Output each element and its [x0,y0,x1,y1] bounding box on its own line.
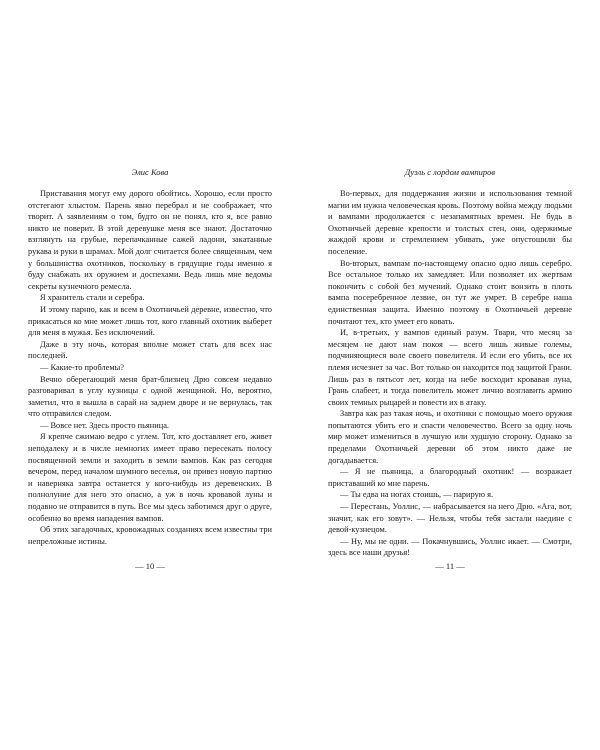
paragraph: И, в-третьих, у вампов единый разум. Твари, что месяц за месяцем не дают нам покоя — всего лишь живые големы, подчиняющиеся воле своего повелителя. И если его убить, все их племя исчезнет за час. Вот только он находится под защитой Грани. Лишь раз в пятьсот лет, когда на небе восходит кровавая луна, Грань слабеет, и тогда повелитель может лично возглавить армию своих темных рыцарей и повести их в атаку. [328,328,572,407]
paragraph: — Ты едва на ногах стоишь, — парирую я. [340,490,494,500]
paragraph: Об этих загадочных, кровожадных созданиях всем известны три непреложные истины. [28,525,272,546]
page-number: — 11 — [435,561,465,571]
paragraph: — Вовсе нет. Здесь просто пьяница. [40,420,170,430]
paragraph: И этому парню, как и всем в Охотничьей деревне, известно, что прикасаться ко мне может лишь тот, кого главный охотник выберет для меня в мужья. Без исключений. [28,304,272,338]
paragraph: Во-первых, для поддержания жизни и использования темной магии им нужна человеческая кровь. Поэтому война между людьми и вампами продолжается с незапамятных времен. Не будь в Охотничьей деревне крепости и толстых стен, они, одержимые жаждой крови и стремлением убивать, уже опустошили бы поселение. [328,189,572,256]
body-text [328,188,572,559]
right-page [300,0,600,750]
paragraph: Я хранитель стали и серебра. [40,293,145,303]
paragraph: — Перестань, Уоллис, — набрасывается на него Дрю. «Ага, вот, значит, как его зовут». — Нельзя, чтобы тебя застали наедине с девой-кузнецом. [328,502,572,535]
paragraph: Даже в эту ночь, которая вполне может стать для всех нас последней. [28,339,272,361]
paragraph: Я крепче сжимаю ведро с углем. Тот, кто доставляет его, живет неподалеку и в числе немногих имеет право пересекать полосу посвященной земли и заходить в земли вампов. Как раз сегодня вечером, перед началом шумного веселья, он привез новую партию и наверняка завтра останется у кого-нибудь из деревенских. В полнолуние для него это опасно, а уж в ночь кровавой луны и подавно не отправится в путь. Все мы здесь заботимся друг о друге, особенно во время нападения вампов. [28,432,272,523]
paragraph: — Я не пьяница, а благородный охотник! — возражает приставаший ко мне парень. [328,467,572,488]
page-number: — 10 — [135,561,165,571]
paragraph: Во-вторых, вампам по-настоящему опасно одно лишь серебро. Все остальное только их замедляет. Или позволяет их жертвам покончить с собой без мучений. Однако стоит вонзить в плоть вампа посеребренное лезвие, он тут же умрет. В серебре наша единственная защита. Именно поэтому в Охотничьей деревне почитают тех, кто умеет его ковать. [328,258,572,326]
running-header-author: Элис Кова [131,167,169,177]
paragraph: Приставания могут ему дорого обойтись. Хорошо, если просто отстегают хлыстом. Парень явно перебрал и не соображает, что творит. А заявлениям о том, будто он не понял, кто я, все равно никто не поверит. В этой деревушке меня все знают. Достаточно взглянуть на грубые, перепачканные сажей ладони, закатанные рукава и руки в шрамах. Мой долг считается более священным, чем у большинства охотников, поскольку в грядущие годы именно я буду снабжать их оружием и доспехами. Ведь лишь мне ведомы секреты кузнечного ремесла. [28,189,272,291]
body-text [28,188,272,547]
paragraph: Завтра как раз такая ночь, и охотники с помощью моего оружия попытаются убить его и спасти человечество. Всего за одну ночь мир может измениться в лучшую или худшую сторону. Однако за пределами Охотничьей деревни об этом никто даже не догадывается. [328,409,572,465]
running-header-title: Дуэль с лордом вампиров [404,167,496,177]
paragraph: — Ну, мы не одни. — Покачнувшись, Уоллис икает. — Смотри, здесь все наши друзья! [328,536,572,558]
paragraph: Вечно оберегающий меня брат-близнец Дрю совсем недавно разговаривал в углу кузницы с одной женщиной. Но, вероятно, заметил, что я вышла в сарай на заднем дворе и не вернулась, так что отправился следом. [28,374,272,419]
paragraph: — Какие-то проблемы? [40,362,124,372]
